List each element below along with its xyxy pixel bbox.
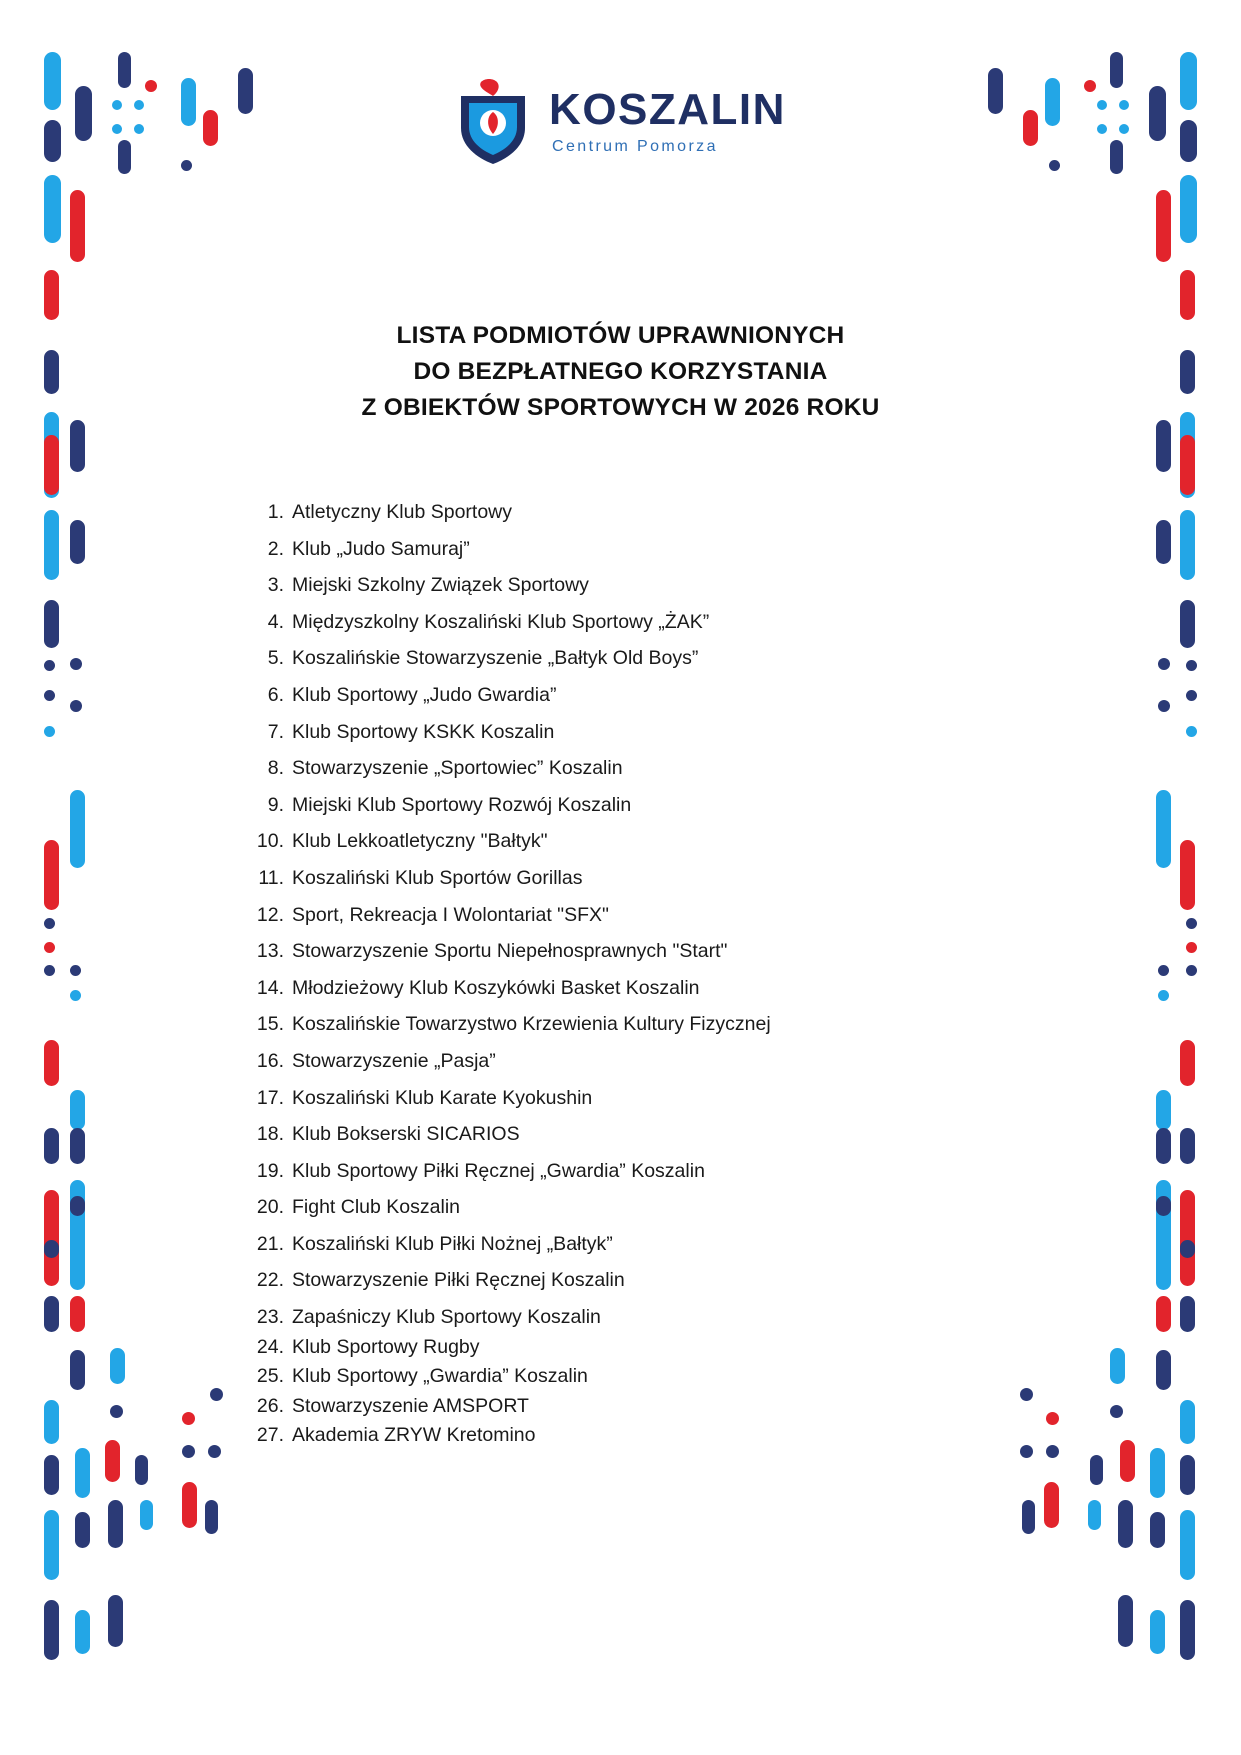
decor-dash [44, 690, 55, 701]
list-item-label: Miejski Klub Sportowy Rozwój Koszalin [292, 793, 632, 816]
list-item [238, 537, 1058, 560]
decor-dash [44, 1240, 59, 1258]
decor-dash [1186, 690, 1197, 701]
decor-dash [44, 510, 59, 580]
list-item [238, 942, 1058, 962]
decor-dash [70, 658, 82, 670]
decor-dash [1120, 1440, 1135, 1482]
decor-dash [1180, 840, 1195, 910]
list-item-label: Stowarzyszenie „Sportowiec” Koszalin [292, 757, 623, 780]
decor-dash [1156, 790, 1171, 868]
list-item-label: Młodzieżowy Klub Koszykówki Basket Koszalin [292, 976, 700, 999]
decor-dash [44, 435, 59, 495]
list-item-number: 8. [267, 757, 284, 780]
decor-dash [135, 1455, 148, 1485]
list-item-number: 23. [256, 1306, 284, 1329]
list-item-label: Stowarzyszenie AMSPORT [292, 1394, 529, 1417]
list-item [238, 1086, 1058, 1109]
list-item [238, 1394, 1058, 1417]
list-item-label: Koszaliński Klub Karate Kyokushin [292, 1086, 593, 1109]
decor-dash [44, 1600, 59, 1660]
list-item-label: Zapaśniczy Klub Sportowy Koszalin [292, 1306, 601, 1329]
decor-dash [1186, 660, 1197, 671]
decor-dash [1158, 658, 1170, 670]
decor-dash [110, 1348, 125, 1384]
page-title [0, 318, 1241, 426]
decor-dash [70, 990, 81, 1001]
decor-dash [1180, 1510, 1195, 1580]
list-item [238, 649, 1058, 669]
list-item-number: 12. [256, 903, 284, 926]
list-item-label: Sport, Rekreacja I Wolontariat "SFX" [292, 903, 609, 926]
decor-dash [140, 1500, 153, 1530]
list-item-label: Miejski Szkolny Związek Sportowy [292, 574, 589, 597]
list-item-label: Klub Lekkoatletyczny "Bałtyk" [292, 830, 548, 853]
decor-dash [1186, 726, 1197, 737]
decor-dash [208, 1445, 221, 1458]
decor-dash [44, 1510, 59, 1580]
list-item-label: Klub Sportowy KSKK Koszalin [292, 720, 555, 743]
list-item [238, 976, 1058, 999]
decor-dash [1158, 700, 1170, 712]
decor-dash [1180, 1600, 1195, 1660]
list-item [238, 683, 1058, 706]
decor-dash [44, 1455, 59, 1495]
list-item-number: 2. [267, 537, 284, 560]
list-item-number: 18. [256, 1123, 284, 1146]
decor-dash [1150, 1610, 1165, 1654]
decor-dash [1180, 1190, 1195, 1286]
list-item [238, 576, 1058, 596]
list-item-number: 4. [267, 610, 284, 633]
decor-dash [70, 1196, 85, 1216]
list-item [238, 1159, 1058, 1182]
list-item-label: Klub „Judo Samuraj” [292, 537, 470, 560]
decor-dash [70, 1090, 85, 1130]
decor-dash [44, 1400, 59, 1444]
decor-dash [1180, 1128, 1195, 1164]
decor-dash [44, 660, 55, 671]
decor-dash [1118, 1500, 1133, 1548]
list-item [238, 1232, 1058, 1255]
list-item [238, 832, 1058, 852]
list-item [238, 866, 1058, 889]
decor-dash [1150, 1512, 1165, 1548]
list-item-number: 21. [256, 1232, 284, 1255]
list-item-label: Fight Club Koszalin [292, 1196, 460, 1219]
list-item-label: Koszaliński Klub Sportów Gorillas [292, 866, 583, 889]
list-item [238, 793, 1058, 816]
list-item-label: Koszalińskie Stowarzyszenie „Bałtyk Old Boys” [292, 647, 699, 670]
decor-dash [1110, 1348, 1125, 1384]
list-item-number: 5. [267, 647, 284, 670]
list-item-label: Akademia ZRYW Kretomino [292, 1424, 536, 1447]
decor-dash [1090, 1455, 1103, 1485]
list-item-number: 27. [256, 1424, 284, 1447]
decor-dash [1156, 520, 1171, 564]
decor-dash [70, 520, 85, 564]
decor-dash [1180, 1455, 1195, 1495]
list-item-label: Koszaliński Klub Piłki Nożnej „Bałtyk” [292, 1232, 613, 1255]
decor-dash [1156, 1296, 1171, 1332]
list-item [238, 903, 1058, 926]
list-item-number: 26. [256, 1394, 284, 1417]
decor-dash [108, 1500, 123, 1548]
decor-dash [1150, 1448, 1165, 1498]
list-item [238, 720, 1058, 743]
list-item [238, 1367, 1058, 1387]
decor-dash [44, 600, 59, 648]
koszalin-logo [0, 78, 1241, 164]
list-item-number: 19. [256, 1159, 284, 1182]
decor-dash [70, 190, 85, 262]
decor-dash [70, 1350, 85, 1390]
decor-dash [44, 918, 55, 929]
list-item [238, 1308, 1058, 1328]
list-item-number: 9. [267, 793, 284, 816]
decor-dash [1156, 1196, 1171, 1216]
logo-subtitle: Centrum Pomorza [552, 137, 718, 155]
decor-dash [108, 1595, 123, 1647]
list-item [238, 1426, 1058, 1446]
decor-dash [75, 1512, 90, 1548]
decor-dash [1158, 990, 1169, 1001]
list-item-label: Klub Sportowy „Gwardia” Koszalin [292, 1365, 588, 1388]
list-item-label: Klub Sportowy Piłki Ręcznej „Gwardia” Koszalin [292, 1159, 705, 1182]
list-item [238, 1125, 1058, 1145]
list-item [238, 1015, 1058, 1035]
list-item-number: 16. [256, 1049, 284, 1072]
page-title-line-3: Z OBIEKTÓW SPORTOWYCH W 2026 ROKU [361, 394, 880, 421]
list-item-label: Atletyczny Klub Sportowy [292, 501, 513, 523]
eligible-entities-list [238, 503, 1058, 1456]
list-item-label: Stowarzyszenie „Pasja” [292, 1049, 496, 1072]
koszalin-shield-icon [455, 78, 531, 164]
list-item-number: 25. [256, 1365, 284, 1388]
list-item [238, 610, 1058, 633]
list-item [238, 1198, 1058, 1218]
decor-dash [70, 1296, 85, 1332]
decor-dash [1180, 435, 1195, 495]
decor-dash [1156, 1350, 1171, 1390]
decor-dash [1156, 190, 1171, 262]
list-item-label: Międzyszkolny Koszaliński Klub Sportowy „ŻAK” [292, 610, 710, 633]
list-item-label: Stowarzyszenie Sportu Niepełnosprawnych "Start" [292, 940, 728, 963]
decor-dash [1186, 965, 1197, 976]
list-item [238, 1049, 1058, 1072]
decor-dash [44, 942, 55, 953]
list-item [238, 503, 1058, 523]
decor-dash [182, 1412, 195, 1425]
decor-dash [1156, 1090, 1171, 1130]
list-item-number: 24. [256, 1335, 284, 1358]
decor-dash [70, 790, 85, 868]
decor-dash [210, 1388, 223, 1401]
decor-dash [1180, 175, 1197, 243]
decor-dash [205, 1500, 218, 1534]
decor-dash [1158, 965, 1169, 976]
page-title-line-1: LISTA PODMIOTÓW UPRAWNIONYCH [396, 322, 845, 349]
list-item-label: Klub Sportowy Rugby [292, 1335, 480, 1358]
list-item [238, 759, 1058, 779]
decor-dash [1186, 942, 1197, 953]
decor-dash [70, 965, 81, 976]
list-item [238, 1271, 1058, 1291]
decor-dash [44, 1128, 59, 1164]
list-item-label: Klub Sportowy „Judo Gwardia” [292, 683, 557, 706]
list-item [238, 1335, 1058, 1358]
decor-dash [1186, 918, 1197, 929]
page-title-line-2: DO BEZPŁATNEGO KORZYSTANIA [413, 358, 828, 385]
decor-dash [1180, 1240, 1195, 1258]
list-item-label: Koszalińskie Towarzystwo Krzewienia Kultury Fizycznej [292, 1013, 771, 1036]
list-item-number: 20. [256, 1196, 284, 1219]
list-item-label: Stowarzyszenie Piłki Ręcznej Koszalin [292, 1269, 625, 1292]
decor-dash [1156, 1128, 1171, 1164]
list-item-number: 22. [256, 1269, 284, 1292]
decor-dash [1044, 1482, 1059, 1528]
decor-dash [1088, 1500, 1101, 1530]
list-item-number: 3. [267, 574, 284, 597]
list-item-number: 17. [256, 1086, 284, 1109]
list-item-number: 11. [258, 866, 284, 889]
decor-dash [1180, 600, 1195, 648]
decor-dash [1118, 1595, 1133, 1647]
decor-dash [1180, 270, 1195, 320]
decor-dash [1156, 420, 1171, 472]
decor-dash [44, 726, 55, 737]
list-item-number: 7. [267, 720, 284, 743]
decor-dash [44, 1296, 59, 1332]
list-item-number: 1. [267, 501, 284, 523]
decor-dash [44, 840, 59, 910]
decor-dash [1180, 1400, 1195, 1444]
decor-dash [105, 1440, 120, 1482]
decor-dash [75, 1610, 90, 1654]
decor-dash [44, 965, 55, 976]
decor-dash [182, 1482, 197, 1528]
list-item-number: 13. [256, 940, 284, 963]
decor-dash [75, 1448, 90, 1498]
list-item-number: 15. [256, 1013, 284, 1036]
decor-dash [1180, 510, 1195, 580]
logo-title: KOSZALIN [549, 84, 786, 134]
decor-dash [44, 270, 59, 320]
decor-dash [1110, 1405, 1123, 1418]
decor-dash [44, 1040, 59, 1086]
list-item-number: 10. [256, 830, 284, 853]
list-item-number: 14. [256, 976, 284, 999]
decor-dash [182, 1445, 195, 1458]
decor-dash [44, 175, 61, 243]
decor-dash [110, 1405, 123, 1418]
decor-dash [70, 700, 82, 712]
list-item-label: Klub Bokserski SICARIOS [292, 1123, 520, 1146]
decor-dash [70, 1128, 85, 1164]
decor-dash [1180, 1040, 1195, 1086]
decor-dash [44, 1190, 59, 1286]
list-item-number: 6. [267, 683, 284, 706]
decor-dash [1180, 1296, 1195, 1332]
decor-dash [70, 420, 85, 472]
decor-dash [1022, 1500, 1035, 1534]
